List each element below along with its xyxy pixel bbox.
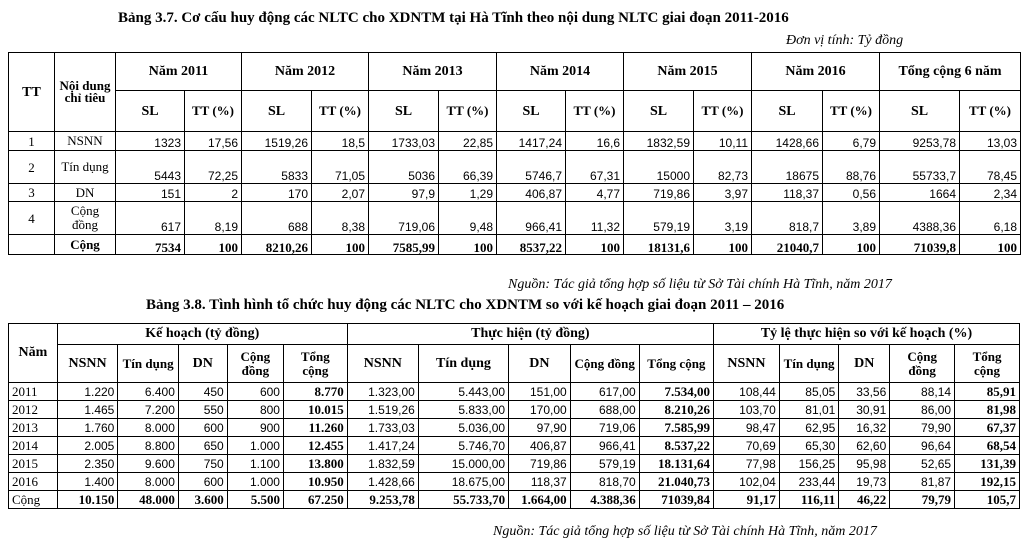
value-cell: 1.323,00 [347, 383, 418, 401]
total-cell: 55.733,70 [418, 491, 508, 509]
value-cell: 96,64 [890, 437, 955, 455]
value-cell: 55733,7 [880, 151, 960, 184]
value-cell: 6.400 [118, 383, 179, 401]
value-cell: 10.015 [283, 401, 347, 419]
table-row [9, 401, 1020, 419]
value-cell: 5746,7 [497, 151, 566, 184]
row-year: 2015 [9, 455, 58, 473]
value-cell: 9253,78 [880, 132, 960, 151]
value-cell: 7.200 [118, 401, 179, 419]
value-cell: 15000 [624, 151, 694, 184]
total-cell: 10.150 [57, 491, 118, 509]
total-cell: 105,7 [955, 491, 1020, 509]
value-cell: 16,32 [839, 419, 890, 437]
value-cell: 966,41 [570, 437, 639, 455]
value-cell: 62,95 [779, 419, 838, 437]
total-cell: 100 [823, 235, 880, 255]
header-tt: TT [9, 53, 55, 132]
total-cell: 100 [312, 235, 369, 255]
header-sl: SL [369, 91, 439, 132]
value-cell: 800 [227, 401, 283, 419]
value-cell: 70,69 [714, 437, 780, 455]
total-cell: 18131,6 [624, 235, 694, 255]
header-year: Năm 2014 [497, 53, 624, 91]
value-cell: 1832,59 [624, 132, 694, 151]
value-cell: 617 [116, 202, 185, 235]
total-cell: 71039,84 [639, 491, 713, 509]
value-cell: 750 [178, 455, 227, 473]
value-cell: 1733,03 [369, 132, 439, 151]
total-label: Cộng [55, 235, 116, 255]
value-cell: 78,45 [960, 151, 1021, 184]
value-cell: 131,39 [955, 455, 1020, 473]
header-year: Năm 2013 [369, 53, 497, 91]
total-row [9, 235, 1021, 255]
header-nsnn: NSNN [714, 345, 780, 383]
value-cell: 67,31 [566, 151, 624, 184]
header-sl: SL [624, 91, 694, 132]
value-cell: 3,19 [694, 202, 752, 235]
table1 [8, 52, 1021, 255]
value-cell: 600 [227, 383, 283, 401]
value-cell: 5.443,00 [418, 383, 508, 401]
value-cell: 151,00 [509, 383, 571, 401]
total-cell: 91,17 [714, 491, 780, 509]
value-cell: 1,29 [439, 184, 497, 202]
value-cell: 579,19 [570, 455, 639, 473]
row-year: 2014 [9, 437, 58, 455]
value-cell: 719,86 [509, 455, 571, 473]
value-cell: 6,79 [823, 132, 880, 151]
value-cell: 22,85 [439, 132, 497, 151]
value-cell: 450 [178, 383, 227, 401]
value-cell: 170,00 [509, 401, 571, 419]
value-cell: 82,73 [694, 151, 752, 184]
header-tt-pct: TT (%) [312, 91, 369, 132]
value-cell: 17,56 [185, 132, 242, 151]
table-row [9, 151, 1021, 184]
value-cell: 719,86 [624, 184, 694, 202]
value-cell: 1.220 [57, 383, 118, 401]
value-cell: 81,98 [955, 401, 1020, 419]
value-cell: 98,47 [714, 419, 780, 437]
value-cell: 9,48 [439, 202, 497, 235]
value-cell: 97,9 [369, 184, 439, 202]
value-cell: 16,6 [566, 132, 624, 151]
value-cell: 1664 [880, 184, 960, 202]
value-cell: 156,25 [779, 455, 838, 473]
value-cell: 67,37 [955, 419, 1020, 437]
value-cell: 19,73 [839, 473, 890, 491]
table1-unit: Đơn vị tính: Tỷ đồng [786, 33, 904, 48]
value-cell: 12.455 [283, 437, 347, 455]
header-total: Tổng cộng [283, 345, 347, 383]
header-year: Năm [9, 324, 58, 383]
header-year-total: Tổng cộng 6 năm [880, 53, 1021, 91]
value-cell: 71,05 [312, 151, 369, 184]
value-cell: 1.000 [227, 437, 283, 455]
value-cell: 8.210,26 [639, 401, 713, 419]
header-community: Cộng đồng [570, 345, 639, 383]
total-cell: 4.388,36 [570, 491, 639, 509]
value-cell: 2.350 [57, 455, 118, 473]
header-sl: SL [497, 91, 566, 132]
header-sl: SL [752, 91, 823, 132]
total-cell: 8210,26 [242, 235, 312, 255]
row-label: DN [55, 184, 116, 202]
value-cell: 103,70 [714, 401, 780, 419]
value-cell: 18.675,00 [418, 473, 508, 491]
value-cell: 5.036,00 [418, 419, 508, 437]
value-cell: 108,44 [714, 383, 780, 401]
total-cell: 9.253,78 [347, 491, 418, 509]
value-cell: 4,77 [566, 184, 624, 202]
value-cell: 7.585,99 [639, 419, 713, 437]
value-cell: 406,87 [497, 184, 566, 202]
value-cell: 88,14 [890, 383, 955, 401]
value-cell: 11.260 [283, 419, 347, 437]
value-cell: 13.800 [283, 455, 347, 473]
table-row [9, 202, 1021, 235]
value-cell: 1417,24 [497, 132, 566, 151]
value-cell: 118,37 [752, 184, 823, 202]
value-cell: 151 [116, 184, 185, 202]
total-cell: 100 [566, 235, 624, 255]
header-tt-pct: TT (%) [823, 91, 880, 132]
value-cell: 1.000 [227, 473, 283, 491]
value-cell: 688,00 [570, 401, 639, 419]
table-row [9, 437, 1020, 455]
total-cell: 21040,7 [752, 235, 823, 255]
value-cell: 600 [178, 473, 227, 491]
header-tt-pct: TT (%) [694, 91, 752, 132]
value-cell: 1.832,59 [347, 455, 418, 473]
value-cell: 2 [185, 184, 242, 202]
value-cell: 0,56 [823, 184, 880, 202]
header-tt-pct: TT (%) [566, 91, 624, 132]
table-row [9, 419, 1020, 437]
value-cell: 600 [178, 419, 227, 437]
table1-caption: Bảng 3.7. Cơ cấu huy động các NLTC cho XDNTM tại Hà Tĩnh theo nội dung NLTC giai đoạn 2011-2016 [118, 10, 789, 26]
header-dn: DN [178, 345, 227, 383]
value-cell: 1428,66 [752, 132, 823, 151]
value-cell: 1.100 [227, 455, 283, 473]
total-cell: 100 [439, 235, 497, 255]
header-tt-pct: TT (%) [185, 91, 242, 132]
value-cell: 6,18 [960, 202, 1021, 235]
total-cell: 79,79 [890, 491, 955, 509]
value-cell: 8.770 [283, 383, 347, 401]
value-cell: 650 [178, 437, 227, 455]
value-cell: 65,30 [779, 437, 838, 455]
total-cell: 100 [694, 235, 752, 255]
header-year: Năm 2011 [116, 53, 242, 91]
value-cell: 86,00 [890, 401, 955, 419]
value-cell: 66,39 [439, 151, 497, 184]
header-credit: Tín dụng [418, 345, 508, 383]
value-cell: 818,7 [752, 202, 823, 235]
header-year: Năm 2012 [242, 53, 369, 91]
value-cell: 1.417,24 [347, 437, 418, 455]
header-dn: DN [509, 345, 571, 383]
value-cell: 1.733,03 [347, 419, 418, 437]
value-cell: 85,05 [779, 383, 838, 401]
value-cell: 8.000 [118, 419, 179, 437]
total-cell: 48.000 [118, 491, 179, 509]
total-cell: 1.664,00 [509, 491, 571, 509]
value-cell: 5036 [369, 151, 439, 184]
value-cell: 170 [242, 184, 312, 202]
value-cell: 77,98 [714, 455, 780, 473]
row-year: 2011 [9, 383, 58, 401]
value-cell: 8.000 [118, 473, 179, 491]
table2-caption: Bảng 3.8. Tình hình tổ chức huy động các NLTC cho XDNTM so với kế hoạch giai đoạn 2011 – 2016 [146, 297, 785, 313]
row-number: 2 [9, 151, 55, 184]
value-cell: 8.800 [118, 437, 179, 455]
header-sl: SL [116, 91, 185, 132]
value-cell: 2.005 [57, 437, 118, 455]
value-cell: 3,89 [823, 202, 880, 235]
header-community: Cộng đồng [227, 345, 283, 383]
value-cell: 1323 [116, 132, 185, 151]
value-cell: 85,91 [955, 383, 1020, 401]
table-row [9, 132, 1021, 151]
value-cell: 21.040,73 [639, 473, 713, 491]
value-cell: 1.400 [57, 473, 118, 491]
total-cell: 100 [185, 235, 242, 255]
total-cell: 116,11 [779, 491, 838, 509]
value-cell: 18675 [752, 151, 823, 184]
table2 [8, 323, 1020, 509]
header-actual: Thực hiện (tỷ đồng) [347, 324, 713, 345]
header-sl: SL [880, 91, 960, 132]
header-dn: DN [839, 345, 890, 383]
value-cell: 8.537,22 [639, 437, 713, 455]
value-cell: 13,03 [960, 132, 1021, 151]
value-cell: 1.519,26 [347, 401, 418, 419]
total-cell: 8537,22 [497, 235, 566, 255]
total-cell: 3.600 [178, 491, 227, 509]
table-row [9, 383, 1020, 401]
value-cell: 688 [242, 202, 312, 235]
value-cell: 900 [227, 419, 283, 437]
value-cell: 11,32 [566, 202, 624, 235]
value-cell: 9.600 [118, 455, 179, 473]
value-cell: 102,04 [714, 473, 780, 491]
header-credit: Tín dụng [779, 345, 838, 383]
total-row [9, 491, 1020, 509]
row-number: 1 [9, 132, 55, 151]
value-cell: 10,11 [694, 132, 752, 151]
total-cell: 7534 [116, 235, 185, 255]
row-year: 2013 [9, 419, 58, 437]
value-cell: 118,37 [509, 473, 571, 491]
header-tt-pct: TT (%) [960, 91, 1021, 132]
value-cell: 72,25 [185, 151, 242, 184]
total-cell: 67.250 [283, 491, 347, 509]
value-cell: 406,87 [509, 437, 571, 455]
table-row [9, 473, 1020, 491]
value-cell: 5443 [116, 151, 185, 184]
value-cell: 68,54 [955, 437, 1020, 455]
value-cell: 550 [178, 401, 227, 419]
row-year: 2012 [9, 401, 58, 419]
row-number: 4 [9, 202, 55, 235]
value-cell: 719,06 [369, 202, 439, 235]
value-cell: 18.131,64 [639, 455, 713, 473]
value-cell: 81,01 [779, 401, 838, 419]
value-cell: 8,38 [312, 202, 369, 235]
total-cell: 5.500 [227, 491, 283, 509]
table2-source: Nguồn: Tác giả tổng hợp số liệu từ Sở Tài chính Hà Tĩnh, năm 2017 [493, 524, 877, 539]
value-cell: 719,06 [570, 419, 639, 437]
value-cell: 81,87 [890, 473, 955, 491]
header-content: Nội dung chỉ tiêu [55, 53, 116, 132]
total-cell: 46,22 [839, 491, 890, 509]
header-total: Tổng cộng [955, 345, 1020, 383]
value-cell: 818,70 [570, 473, 639, 491]
value-cell: 1.760 [57, 419, 118, 437]
value-cell: 5.833,00 [418, 401, 508, 419]
header-nsnn: NSNN [347, 345, 418, 383]
total-cell: 71039,8 [880, 235, 960, 255]
value-cell: 5.746,70 [418, 437, 508, 455]
value-cell: 79,90 [890, 419, 955, 437]
value-cell: 30,91 [839, 401, 890, 419]
value-cell: 33,56 [839, 383, 890, 401]
value-cell: 1519,26 [242, 132, 312, 151]
value-cell: 88,76 [823, 151, 880, 184]
value-cell: 15.000,00 [418, 455, 508, 473]
header-community: Cộng đồng [890, 345, 955, 383]
total-cell: 100 [960, 235, 1021, 255]
table-row [9, 455, 1020, 473]
header-year: Năm 2016 [752, 53, 880, 91]
total-label: Cộng [9, 491, 58, 509]
header-nsnn: NSNN [57, 345, 118, 383]
value-cell: 4388,36 [880, 202, 960, 235]
value-cell: 10.950 [283, 473, 347, 491]
value-cell: 617,00 [570, 383, 639, 401]
value-cell: 62,60 [839, 437, 890, 455]
value-cell: 1.465 [57, 401, 118, 419]
value-cell: 966,41 [497, 202, 566, 235]
value-cell: 52,65 [890, 455, 955, 473]
header-plan: Kế hoạch (tỷ đồng) [57, 324, 347, 345]
empty-cell [9, 235, 55, 255]
value-cell: 192,15 [955, 473, 1020, 491]
header-sl: SL [242, 91, 312, 132]
header-year: Năm 2015 [624, 53, 752, 91]
row-label: NSNN [55, 132, 116, 151]
value-cell: 18,5 [312, 132, 369, 151]
total-cell: 7585,99 [369, 235, 439, 255]
header-tt-pct: TT (%) [439, 91, 497, 132]
value-cell: 8,19 [185, 202, 242, 235]
row-label: Tín dụng [55, 151, 116, 184]
value-cell: 3,97 [694, 184, 752, 202]
value-cell: 2,34 [960, 184, 1021, 202]
header-credit: Tín dụng [118, 345, 179, 383]
row-number: 3 [9, 184, 55, 202]
value-cell: 97,90 [509, 419, 571, 437]
header-total: Tổng cộng [639, 345, 713, 383]
value-cell: 1.428,66 [347, 473, 418, 491]
value-cell: 95,98 [839, 455, 890, 473]
row-year: 2016 [9, 473, 58, 491]
value-cell: 233,44 [779, 473, 838, 491]
value-cell: 5833 [242, 151, 312, 184]
value-cell: 2,07 [312, 184, 369, 202]
table-row [9, 184, 1021, 202]
row-label: Cộng đồng [55, 202, 116, 235]
value-cell: 7.534,00 [639, 383, 713, 401]
header-ratio: Tỷ lệ thực hiện so với kế hoạch (%) [714, 324, 1020, 345]
value-cell: 579,19 [624, 202, 694, 235]
table1-source: Nguồn: Tác giả tổng hợp số liệu từ Sở Tài chính Hà Tĩnh, năm 2017 [508, 277, 892, 292]
